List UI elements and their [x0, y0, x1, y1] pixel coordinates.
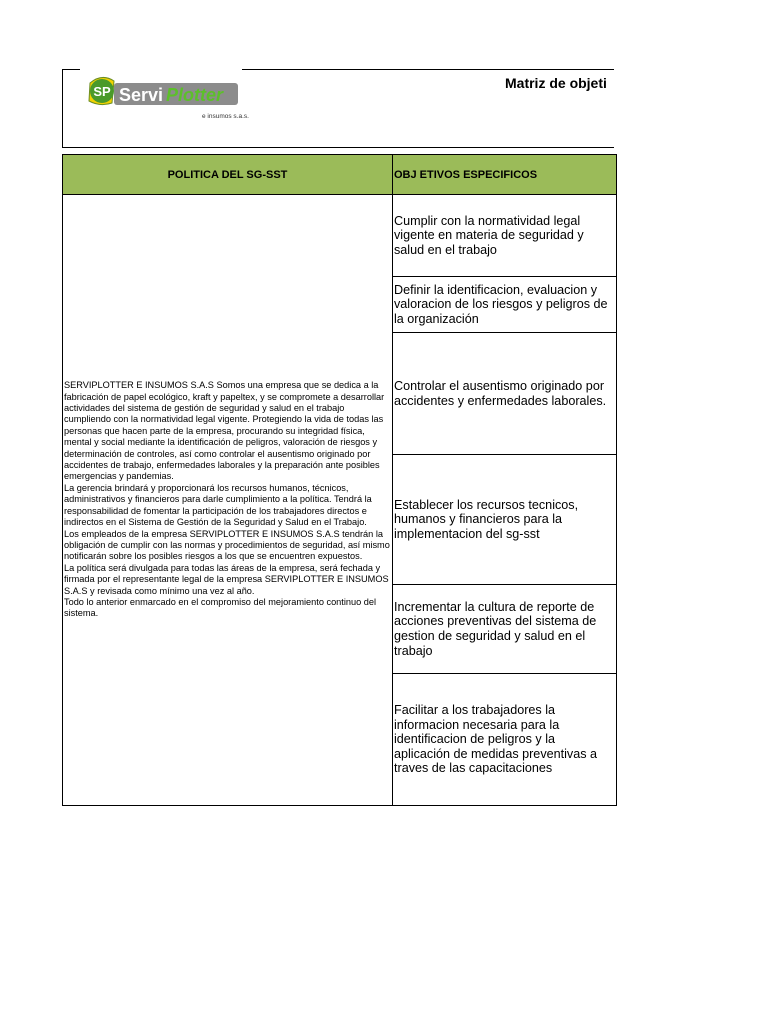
- logo-brand-part2: Plotter: [166, 85, 224, 105]
- objective-cell: Cumplir con la normatividad legal vigente en materia de seguridad y salud en el trabajo: [393, 195, 617, 277]
- objective-cell: Establecer los recursos tecnicos, humanos y financieros para la implementacion del sg-sst: [393, 455, 617, 585]
- header-divider: [62, 69, 80, 70]
- logo-brand-part1: Servi: [119, 85, 164, 105]
- objective-cell: Incrementar la cultura de reporte de acciones preventivas del sistema de gestion de seguridad y salud en el trabajo: [393, 585, 617, 674]
- document-title: Matriz de objeti: [505, 75, 607, 91]
- table-header-row: [63, 155, 617, 195]
- column-header-objectives: OBJ ETIVOS ESPECIFICOS: [393, 155, 617, 195]
- policy-paragraph: Los empleados de la empresa SERVIPLOTTER E INSUMOS S.A.S tendrán la obligación de cumplir con las normas y procedimientos de seguridad, así mismo notificarán sobre los posibles riesgos a los que se encuentren expuestos.: [64, 528, 390, 562]
- policy-text-cell: [63, 195, 393, 806]
- objective-cell: Facilitar a los trabajadores la informacion necesaria para la identificacion de peligros y la aplicación de medidas preventivas a traves de las capacitaciones: [393, 674, 617, 806]
- table-row: [63, 195, 617, 277]
- policy-paragraph: SERVIPLOTTER E INSUMOS S.A.S Somos una empresa que se dedica a la fabricación de papel ecológico, kraft y papeltex, y se compromete a desarrollar actividades del sistema de gestión de seguridad y salud en el trabajo cumpliendo con la normatividad legal vigente. Protegiendo la vida de todas las personas que hacen parte de la empresa, procurando su integridad física, mental y social mediante la identificación de peligros, valoración de riesgos y determinación de controles, así como controlar el ausentismo originado por accidentes de trabajo, enfermedades laborales y la preparación ante posibles emergencias y pandemias.: [64, 380, 385, 482]
- header-divider: [242, 69, 614, 70]
- column-header-policy: POLITICA DEL SG-SST: [63, 155, 393, 195]
- logo-badge-text: SP: [93, 84, 111, 99]
- policy-paragraph: Todo lo anterior enmarcado en el compromiso del mejoramiento continuo del sistema.: [64, 596, 377, 619]
- policy-paragraph: La política será divulgada para todas las áreas de la empresa, será fechada y firmada por el representante legal de la empresa SERVIPLOTTER E INSUMOS S.A.S y revisada como mínimo una vez al año.: [64, 562, 389, 596]
- objective-cell: Controlar el ausentismo originado por accidentes y enfermedades laborales.: [393, 333, 617, 455]
- objective-cell: Definir la identificacion, evaluacion y valoracion de los riesgos y peligros de la organización: [393, 277, 617, 333]
- serviplotter-logo: [84, 71, 249, 127]
- policy-paragraph: La gerencia brindará y proporcionará los recursos humanos, técnicos, administrativos y financieros para darle cumplimiento a la política. Tendrá la responsabilidad de fomentar la participación de los trabajadores directos e indirectos en el Sistema de Gestión de la Seguridad y Salud en el Trabajo.: [64, 482, 372, 528]
- logo-tagline: e insumos s.a.s.: [202, 113, 249, 120]
- objectives-matrix-table: [62, 154, 617, 806]
